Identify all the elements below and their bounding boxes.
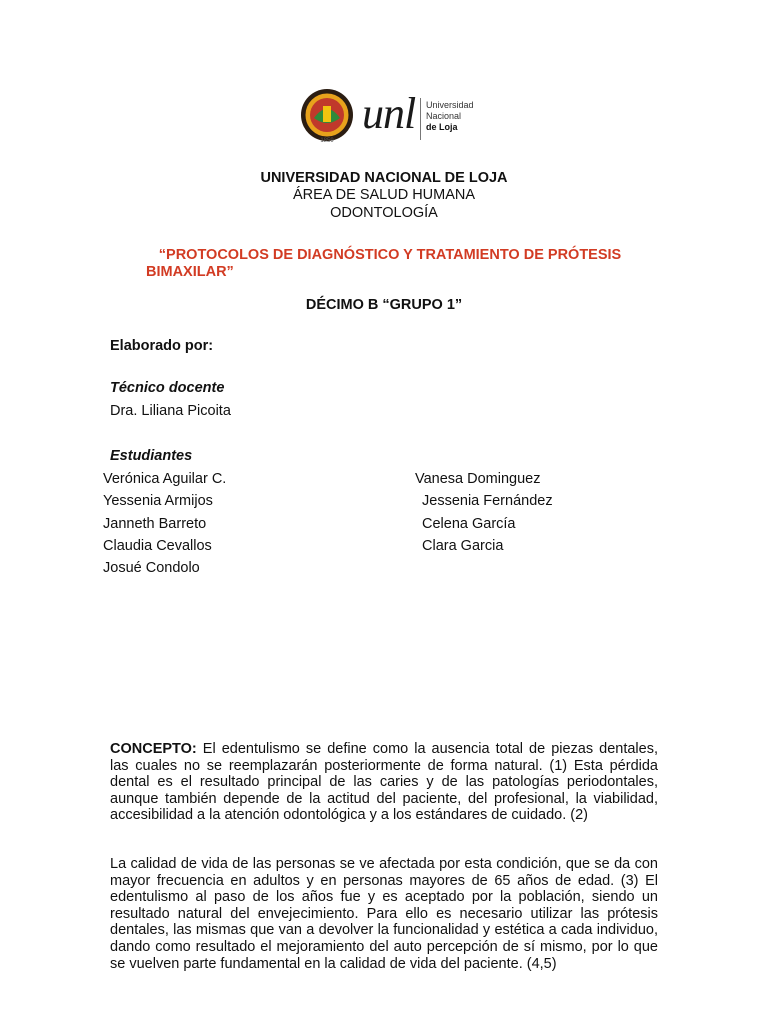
university-heading: UNIVERSIDAD NACIONAL DE LOJA bbox=[260, 170, 508, 186]
student-name: Celena García bbox=[422, 515, 516, 532]
student-name: Verónica Aguilar C. bbox=[103, 471, 227, 487]
logo-name-line: Universidad bbox=[426, 100, 474, 110]
student-name: Janneth Barreto bbox=[103, 515, 207, 532]
students-label: Estudiantes bbox=[110, 448, 193, 464]
concept-text: El edentulismo se define como la ausencia total de piezas dentales, las cuales no se reemplazarán posteriormente de forma natural. (1) Esta pérdida dental es el resultado principal de las caries y de las patologías periodontales, aunque también depende de la actitud del paciente, del profesional, la viabilidad, accesibilidad a la atención odontológica y a los estándares de cuidado. (2) bbox=[110, 741, 658, 824]
student-name: Yessenia Armijos bbox=[103, 493, 213, 510]
department-heading: ODONTOLOGÍA bbox=[330, 205, 438, 221]
logo-wordmark: unl bbox=[362, 89, 416, 138]
group-heading: DÉCIMO B “GRUPO 1” bbox=[305, 297, 463, 313]
logo-name-line: de Loja bbox=[426, 122, 458, 132]
student-name: Claudia Cevallos bbox=[103, 537, 212, 554]
student-name: Clara Garcia bbox=[422, 537, 504, 554]
concept-paragraph bbox=[110, 741, 658, 824]
teacher-label: Técnico docente bbox=[110, 380, 225, 396]
student-name: Vanesa Dominguez bbox=[415, 471, 541, 487]
prepared-by-label: Elaborado por: bbox=[110, 338, 214, 354]
quality-of-life-paragraph: La calidad de vida de las personas se ve afectada por esta condición, que se da con mayor frecuencia en adultos y en personas mayores de 65 años de edad. (3) El edentulismo al paso de los años fue y es aceptado por la población, siendo un resultado natural del envejecimiento. Para ello es necesario utilizar las prótesis dentales, las mismas que van a devolver la funcionalidad y estética a cada individuo, dando como resultado el mejoramiento del auto percepción de sí mismo, por lo que se vuelven parte fundamental en la calidad de vida del paciente. (4,5) bbox=[110, 856, 658, 972]
students-column-2 bbox=[415, 468, 553, 557]
logo-name-line: Nacional bbox=[426, 111, 462, 121]
university-logo bbox=[300, 88, 490, 150]
university-seal-icon bbox=[300, 88, 354, 142]
logo-university-name bbox=[426, 100, 474, 133]
logo-divider bbox=[420, 98, 421, 140]
document-title-line1: “PROTOCOLOS DE DIAGNÓSTICO Y TRATAMIENTO DE PRÓTESIS bbox=[158, 247, 622, 263]
students-column-1 bbox=[103, 468, 226, 579]
document-title bbox=[100, 247, 680, 281]
area-heading: ÁREA DE SALUD HUMANA bbox=[292, 187, 476, 203]
concept-label: CONCEPTO: bbox=[110, 741, 197, 757]
teacher-name: Dra. Liliana Picoita bbox=[110, 403, 231, 419]
seal-year: 1859 bbox=[320, 138, 334, 144]
student-name: Josué Condolo bbox=[103, 560, 200, 577]
student-name: Jessenia Fernández bbox=[422, 493, 553, 510]
document-title-line2: BIMAXILAR” bbox=[146, 264, 234, 280]
